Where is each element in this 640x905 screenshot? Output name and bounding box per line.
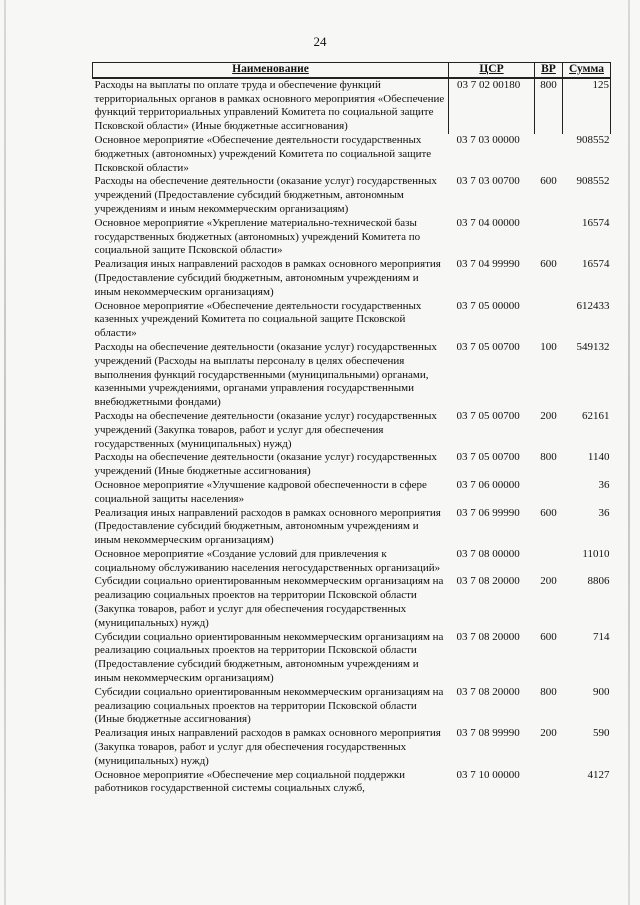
table-row — [93, 479, 611, 507]
header-csr: ЦСР — [449, 63, 535, 78]
row-sum-cell: 908552 — [576, 133, 610, 146]
table-row — [93, 548, 611, 576]
row-name-cell: Субсидии социально ориентированным некоммерческим организациям на реализацию социальных проектов на территории Псковской области (Закупка товаров, работ и услуг для обеспечения государственных (муниципальных) нужд) — [94, 575, 444, 629]
row-vr-cell: 200 — [540, 575, 557, 588]
row-sum-cell: 8806 — [587, 575, 610, 588]
row-vr-cell: 200 — [540, 409, 557, 422]
row-sum-cell: 908552 — [576, 175, 610, 188]
row-sum-cell: 62161 — [582, 409, 610, 422]
row-name-cell: Субсидии социально ориентированным некоммерческим организациям на реализацию социальных проектов на территории Псковской области (Предоставление субсидий бюджетным, автономным учреждениям и иным некоммерческим организациям) — [94, 630, 444, 685]
row-vr-cell — [535, 548, 563, 576]
row-vr-cell: 100 — [540, 340, 557, 353]
table-row — [93, 451, 611, 479]
table-row — [93, 507, 611, 548]
table-row — [93, 78, 611, 134]
row-csr-cell: 03 7 04 00000 — [456, 216, 520, 229]
row-vr-cell: 800 — [540, 685, 557, 698]
row-csr-cell: 03 7 03 00000 — [456, 133, 520, 146]
row-name-cell: Расходы на выплаты по оплате труда и обеспечение функций территориальных органов в рамках основного мероприятия «Обеспечение функций территориальных управлений Комитета по социальной защите Псковской области» (Иные бюджетные ассигнования) — [94, 78, 445, 133]
row-vr-cell — [535, 479, 563, 507]
table-row — [93, 300, 611, 341]
row-sum-cell: 549132 — [576, 340, 610, 353]
row-vr-cell: 800 — [540, 451, 557, 464]
table-body — [93, 78, 611, 796]
row-name-cell: Реализация иных направлений расходов в рамках основного мероприятия (Закупка товаров, работ и услуг для обеспечения государственных (муниципальных) нужд) — [94, 727, 441, 767]
row-name-cell: Основное мероприятие «Обеспечение деятельности государственных казенных учреждений Комитета по социальной защите Псковской области» — [94, 299, 422, 340]
row-csr-cell: 03 7 06 00000 — [456, 478, 520, 491]
row-csr-cell: 03 7 05 00700 — [456, 451, 520, 464]
table-row — [93, 727, 611, 768]
table-row — [93, 686, 611, 727]
table-row — [93, 769, 611, 797]
row-vr-cell: 600 — [540, 630, 557, 643]
row-name-cell: Основное мероприятие «Создание условий для привлечения к социальному обслуживанию населения негосударственных организаций» — [94, 547, 441, 574]
row-vr-cell: 800 — [535, 78, 563, 134]
row-name-cell: Основное мероприятие «Обеспечение деятельности государственных бюджетных (автономных) учреждений Комитета по социальной защите Псковской области» — [94, 133, 432, 174]
row-csr-cell: 03 7 02 00180 — [449, 78, 535, 134]
row-sum-cell: 36 — [598, 506, 610, 519]
row-csr-cell: 03 7 04 99990 — [456, 258, 520, 271]
row-vr-cell: 600 — [540, 506, 557, 519]
table-header — [93, 63, 611, 78]
header-vr: ВР — [535, 63, 563, 78]
scan-edge-right — [628, 0, 630, 905]
table-row — [93, 631, 611, 686]
row-vr-cell — [535, 217, 563, 258]
row-vr-cell — [535, 300, 563, 341]
row-vr-cell: 200 — [540, 727, 557, 740]
row-name-cell: Расходы на обеспечение деятельности (оказание услуг) государственных учреждений (Иные бюджетные ассигнования) — [94, 451, 437, 478]
row-csr-cell: 03 7 10 00000 — [456, 768, 520, 781]
row-sum-cell: 16574 — [582, 216, 610, 229]
row-csr-cell: 03 7 08 20000 — [456, 630, 520, 643]
row-csr-cell: 03 7 08 00000 — [456, 547, 520, 560]
row-sum-cell: 612433 — [576, 299, 610, 312]
row-csr-cell: 03 7 06 99990 — [456, 506, 520, 519]
row-vr-cell: 600 — [540, 175, 557, 188]
row-sum-cell: 1140 — [587, 451, 610, 464]
row-csr-cell: 03 7 08 20000 — [456, 575, 520, 588]
header-name: Наименование — [93, 63, 449, 78]
row-sum-cell: 4127 — [587, 768, 610, 781]
header-sum: Сумма — [563, 63, 611, 78]
table-row — [93, 134, 611, 175]
row-name-cell: Субсидии социально ориентированным некоммерческим организациям на реализацию социальных проектов на территории Псковской области (Иные бюджетные ассигнования) — [94, 685, 444, 726]
row-sum-cell: 36 — [598, 478, 610, 491]
budget-table — [92, 62, 611, 796]
row-sum-cell: 900 — [593, 685, 610, 698]
table-row — [93, 217, 611, 258]
table-row — [93, 175, 611, 216]
row-sum-cell: 16574 — [582, 258, 610, 271]
header-row — [93, 63, 611, 78]
row-vr-cell: 600 — [540, 258, 557, 271]
row-csr-cell: 03 7 03 00700 — [456, 175, 520, 188]
row-csr-cell: 03 7 05 00700 — [456, 409, 520, 422]
row-csr-cell: 03 7 08 99990 — [456, 727, 520, 740]
row-name-cell: Реализация иных направлений расходов в рамках основного мероприятия (Предоставление субсидий бюджетным, автономным учреждениям и иным некоммерческим организациям) — [94, 506, 441, 547]
row-sum-cell: 11010 — [582, 547, 610, 560]
row-vr-cell — [535, 769, 563, 797]
row-name-cell: Основное мероприятие «Улучшение кадровой обеспеченности в сфере социальной защиты населения» — [94, 478, 427, 505]
table-row — [93, 341, 611, 410]
row-name-cell: Расходы на обеспечение деятельности (оказание услуг) государственных учреждений (Закупка товаров, работ и услуг для обеспечения государственных (муниципальных) нужд) — [94, 409, 437, 450]
row-name-cell: Расходы на обеспечение деятельности (оказание услуг) государственных учреждений (Расходы на выплаты персоналу в целях обеспечения выполнения функций государственными (муниципальными) органами, казенными учреждениями, органами управления государственными внебюджетными фондами) — [94, 340, 437, 409]
row-sum-cell: 590 — [593, 727, 610, 740]
scan-edge-left — [4, 0, 6, 905]
table-row — [93, 575, 611, 630]
table-row — [93, 410, 611, 451]
row-vr-cell — [535, 134, 563, 175]
row-name-cell: Реализация иных направлений расходов в рамках основного мероприятия (Предоставление субсидий бюджетным, автономным учреждениям и иным некоммерческим организациям) — [94, 258, 441, 298]
page-number: 24 — [313, 34, 327, 49]
row-sum-cell: 125 — [563, 78, 611, 134]
row-csr-cell: 03 7 05 00700 — [456, 340, 520, 353]
row-csr-cell: 03 7 08 20000 — [456, 685, 520, 698]
row-name-cell: Расходы на обеспечение деятельности (оказание услуг) государственных учреждений (Предоставление субсидий бюджетным, автономным учреждениям и иным некоммерческим организациям) — [94, 175, 437, 215]
row-sum-cell: 714 — [593, 630, 610, 643]
row-csr-cell: 03 7 05 00000 — [456, 299, 520, 312]
table-row — [93, 258, 611, 299]
row-name-cell: Основное мероприятие «Укрепление материально-технической базы государственных бюджетных (автономных) учреждений Комитета по социальной защите Псковской области» — [94, 216, 421, 257]
row-name-cell: Основное мероприятие «Обеспечение мер социальной поддержки работников государственной системы социальных служб, — [94, 768, 406, 795]
